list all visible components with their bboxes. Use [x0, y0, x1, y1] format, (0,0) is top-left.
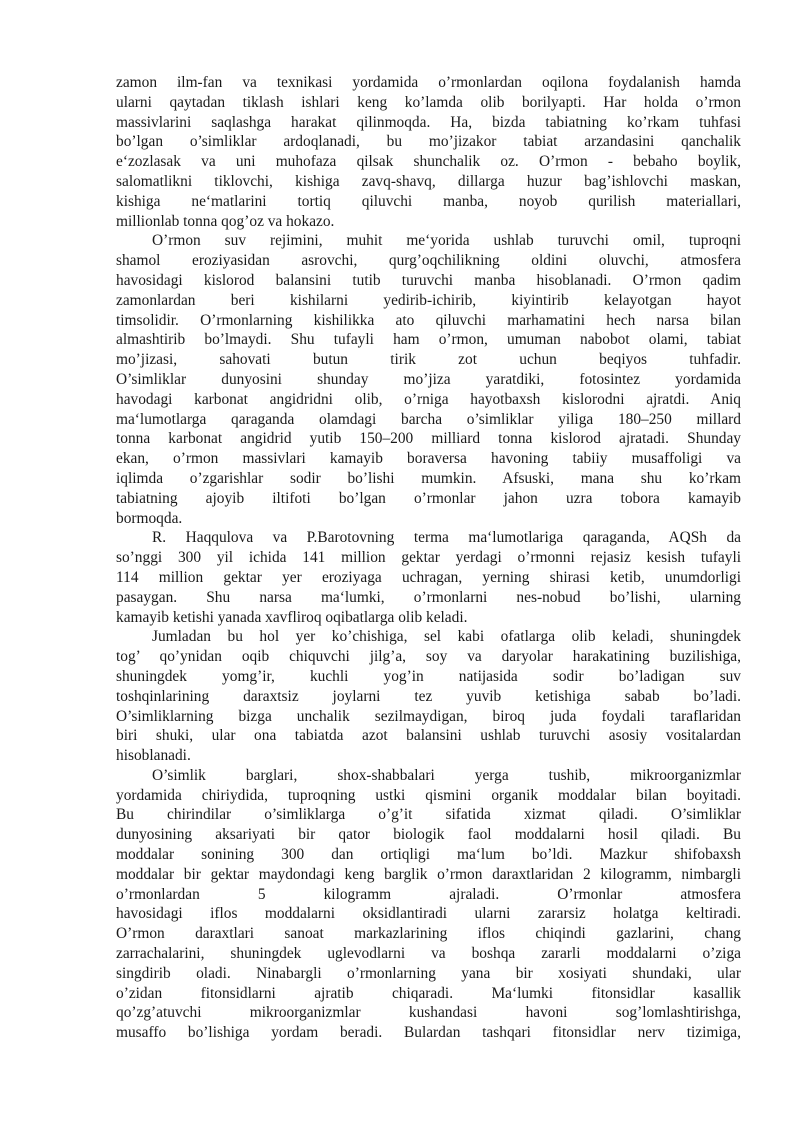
text-line: pasaygan. Shu narsa ma‘lumki, o’rmonlarni nes-nobud bo’lishi, ularning: [116, 588, 741, 606]
text-line: hisoblanadi.: [116, 747, 191, 765]
text-line: bormoqda.: [116, 509, 183, 527]
text-line: 114 million gektar yer eroziyaga uchragan, yerning shirasi ketib, unumdorligi: [116, 568, 741, 586]
text-line: o’zidan fitonsidlarni ajratib chiqaradi. Ma‘lumki fitonsidlar kasallik: [116, 984, 741, 1002]
paragraph-4: [116, 627, 741, 766]
text-line: biri shuki, ular ona tabiatda azot balansini ushlab turuvchi asosiy vositalardan: [116, 727, 741, 745]
text-line: shamol eroziyasidan asrovchi, qurg’oqchilikning oldini oluvchi, atmosfera: [116, 252, 741, 270]
text-line: timsolidir. O’rmonlarning kishilikka ato qiluvchi marhamatini hech narsa bilan: [116, 311, 741, 329]
text-line: yordamida chiriydida, tuproqning ustki qismini organik moddalar bilan boyitadi.: [116, 786, 741, 804]
text-line: zamonlardan beri kishilarni yedirib-ichirib, kiyintirib kelayotgan hayot: [116, 291, 741, 309]
paragraph-3: [116, 528, 741, 627]
text-line: o’rmonlardan 5 kilogramm ajraladi. O’rmonlar atmosfera: [116, 885, 741, 903]
text-line: tog’ qo’ynidan oqib chiquvchi jilg’a, soy va daryolar harakatining buzilishiga,: [116, 648, 741, 666]
paragraph-5: [116, 766, 741, 1043]
text-line: havosidagi kislorod balansini tutib turuvchi manba hisoblanadi. O’rmon qadim: [116, 271, 741, 289]
text-line: R. Haqqulova va P.Barotovning terma ma‘lumotlariga qaraganda, AQSh da: [152, 529, 741, 547]
text-line: shuningdek yomg’ir, kuchli yog’in natijasida sodir bo’ladigan suv: [116, 667, 741, 685]
text-line: bo’lgan o’simliklar ardoqlanadi, bu mo’jizakor tabiat arzandasini qanchalik: [116, 133, 741, 151]
text-line: iqlimda o’zgarishlar sodir bo’lishi mumkin. Afsuski, mana shu ko’rkam: [116, 469, 741, 487]
text-line: zarrachalarini, shuningdek uglevodlarni va boshqa zararli moddalarni o’ziga: [116, 945, 741, 963]
paragraph-1: [116, 73, 741, 231]
text-line: musaffo bo’lishiga yordam beradi. Bulardan tashqari fitonsidlar nerv tizimiga,: [116, 1024, 741, 1042]
text-line: mo’jizasi, sahovati butun tirik zot uchun beqiyos tuhfadir.: [116, 351, 741, 369]
text-line: O’rmon suv rejimini, muhit me‘yorida ushlab turuvchi omil, tuproqni: [152, 232, 741, 250]
text-line: tonna karbonat angidrid yutib 150–200 milliard tonna kislorod ajratadi. Shunday: [116, 430, 741, 448]
text-line: O’simlik barglari, shox-shabbalari yerga tushib, mikroorganizmlar: [152, 766, 741, 784]
text-line: salomatlikni tiklovchi, kishiga zavq-shavq, dillarga huzur bag’ishlovchi maskan,: [116, 172, 741, 190]
text-line: millionlab tonna qog’oz va hokazo.: [116, 212, 335, 230]
text-line: zamon ilm-fan va texnikasi yordamida o’rmonlardan oqilona foydalanish hamda: [116, 74, 741, 91]
text-line: O’simliklar dunyosini shunday mo’jiza yaratdiki, fotosintez yordamida: [116, 370, 741, 388]
text-line: massivlarini saqlashga harakat qilinmoqda. Ha, bizda tabiatning ko’rkam tuhfasi: [116, 113, 741, 131]
text-line: O’rmon daraxtlari sanoat markazlarining iflos chiqindi gazlarini, chang: [116, 925, 741, 943]
text-line: ekan, o’rmon massivlari kamayib boraversa havoning tabiiy musaffoligi va: [116, 450, 741, 468]
text-line: Jumladan bu hol yer ko’chishiga, sel kabi ofatlarga olib keladi, shuningdek: [152, 628, 741, 646]
text-line: so’nggi 300 yil ichida 141 million gektar yerdagi o’rmonni rejasiz kesish tufayli: [116, 549, 741, 567]
text-line: O’simliklarning bizga unchalik sezilmaydigan, biroq juda foydali taraflaridan: [116, 707, 741, 725]
text-line: kishiga ne‘matlarini tortiq qiluvchi manba, noyob qurilish materiallari,: [116, 192, 741, 210]
text-line: moddalar sonining 300 dan ortiqligi ma‘lum bo’ldi. Mazkur shifobaxsh: [116, 846, 741, 864]
document-page: [116, 73, 741, 1043]
text-line: havodagi karbonat angidridni olib, o’rniga hayotbaxsh kislorodni ajratdi. Aniq: [116, 390, 741, 408]
text-line: qo’zg’atuvchi mikroorganizmlar kushandasi havoni sog’lomlashtirishga,: [116, 1004, 741, 1022]
text-line: tabiatning ajoyib iltifoti bo’lgan o’rmonlar jahon uzra tobora kamayib: [116, 489, 741, 507]
text-line: singdirib oladi. Ninabargli o’rmonlarning yana bir xosiyati shundaki, ular: [116, 964, 741, 982]
text-line: moddalar bir gektar maydondagi keng barglik o’rmon daraxtlaridan 2 kilogramm, nimbargli: [116, 865, 741, 883]
text-line: Bu chirindilar o’simliklarga o’g’it sifatida xizmat qiladi. O’simliklar: [116, 806, 741, 824]
text-line: dunyosining aksariyati bir qator biologik faol moddalarni hosil qiladi. Bu: [116, 826, 741, 844]
text-line: ularni qaytadan tiklash ishlari keng ko’lamda olib borilyapti. Har holda o’rmon: [116, 93, 741, 111]
text-line: almashtirib bo’lmaydi. Shu tufayli ham o’rmon, umuman nabobot olami, tabiat: [116, 331, 741, 349]
text-line: ma‘lumotlarga qaraganda olamdagi barcha o’simliklar yiliga 180–250 millard: [116, 410, 741, 428]
text-line: kamayib ketishi yanada xavfliroq oqibatlarga olib keladi.: [116, 608, 468, 626]
paragraph-2: [116, 231, 741, 528]
text-line: e‘zozlasak va uni muhofaza qilsak shunchalik oz. O’rmon - bebaho boylik,: [116, 153, 741, 171]
text-line: havosidagi iflos moddalarni oksidlantiradi ularni zararsiz holatga keltiradi.: [116, 905, 741, 923]
text-line: toshqinlarining daraxtsiz joylarni tez yuvib ketishiga sabab bo’ladi.: [116, 687, 741, 705]
